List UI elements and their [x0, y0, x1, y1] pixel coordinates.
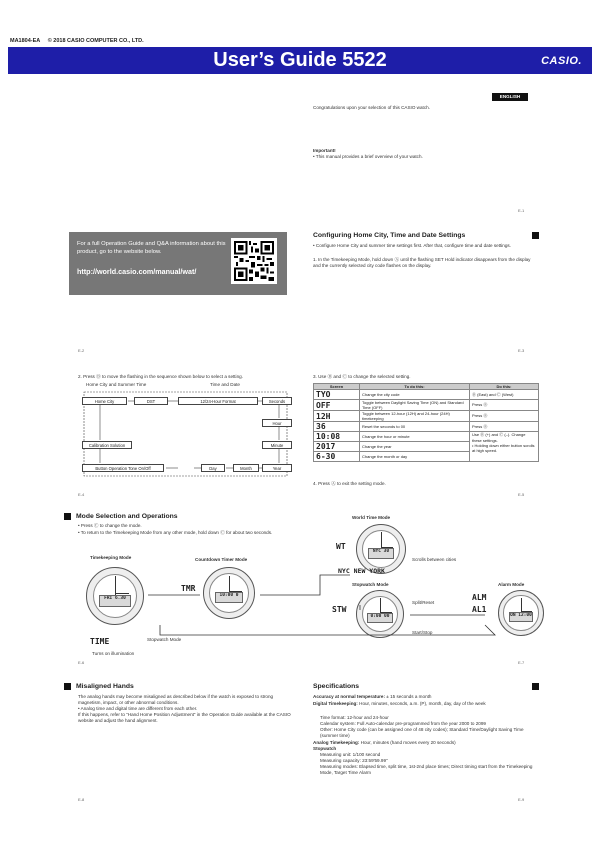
screen-cell: 2017	[314, 442, 360, 452]
table-row	[314, 390, 539, 400]
table-row	[314, 400, 539, 411]
flow-month: Month	[233, 464, 259, 472]
modes-bullet1: • Press Ⓒ to change the mode.	[78, 523, 142, 528]
label-alarm: Alarm Mode	[498, 582, 525, 587]
step2-text: 2. Press Ⓓ to move the flashing in the sequence shown below to select a setting.	[78, 374, 243, 379]
flow-calibration: Calibration Solution	[82, 441, 132, 449]
action-cell: Change the hour or minute	[360, 432, 470, 442]
page-number: E-5	[518, 492, 525, 497]
do-cell: Press Ⓑ	[470, 422, 539, 432]
watch-timekeeping	[86, 567, 144, 625]
lcd-alarm-val: ON 12:00	[509, 612, 534, 622]
page-number: E-3	[518, 348, 525, 353]
doc-code: MA1804-EA	[10, 38, 41, 44]
stopwatch-note: Stopwatch Mode	[147, 637, 182, 642]
do-text: Use Ⓑ (+) and Ⓒ (–). Change these settings.	[472, 432, 526, 443]
specs-heading: Specifications	[313, 683, 360, 690]
brand-logo: CASIO.	[541, 55, 582, 67]
lcd-nyc: NYC 30	[368, 548, 395, 559]
lcd-nyc-ny: NYC NEW YORK	[338, 567, 385, 575]
section-marker	[532, 683, 539, 690]
spec-stopwatch: Stopwatch	[313, 746, 337, 751]
screen-cell: 10:08	[314, 432, 360, 442]
action-cell: Reset the seconds to 00	[360, 422, 470, 432]
screen-cell: TYO	[314, 390, 360, 400]
title-banner	[8, 47, 592, 74]
lcd-al1: AL1	[472, 605, 487, 614]
misaligned-heading: Misaligned Hands	[76, 683, 134, 690]
screen-cell: 6-30	[314, 452, 360, 462]
spec-other: Other: Home City code (can be assigned one of 48 city codes); Standard Time/Daylight Saving Time (summer time)	[320, 727, 524, 738]
lcd-time: FRI 6.30	[99, 595, 130, 607]
misaligned-text2: • Analog time and digital time are different from each other.	[78, 706, 198, 711]
do-cell	[470, 432, 539, 462]
page-number: E-8	[78, 797, 85, 802]
congrats-text: Congratulations upon your selection of this CASIO watch.	[313, 105, 430, 110]
col-action: To do this:	[360, 384, 470, 390]
lcd-alm: ALM	[472, 593, 487, 602]
action-cell: Toggle between Daylight Saving Time (ON) and Standard Time (OFF)	[360, 400, 470, 411]
split-reset: Split/Reset	[412, 600, 435, 605]
flow-dst: DST	[134, 397, 168, 405]
page-number: E-6	[78, 660, 85, 665]
table-row	[314, 422, 539, 432]
spec-accuracy: Accuracy at normal temperature: ± 15 seconds a month	[313, 694, 432, 699]
flow-button-sound: Button Operation Tone On/Off	[82, 464, 164, 472]
screen-cell: OFF	[314, 400, 360, 411]
copyright: © 2018 CASIO COMPUTER CO., LTD.	[47, 38, 144, 44]
flow-day: Day	[201, 464, 225, 472]
lcd-time2: TIME	[90, 637, 110, 646]
section-marker	[532, 232, 539, 239]
flow-home-city: Home City	[82, 397, 127, 405]
settings-table	[313, 383, 539, 462]
important-heading: Important!	[313, 148, 336, 153]
table-row	[314, 432, 539, 442]
spec-modes: Measuring modes: Elapsed time, split time, 1st-2nd place times; Direct timing start from the Timekeeping Mode, Target Time Alarm	[320, 764, 533, 775]
page-title: User’s Guide 5522	[213, 49, 387, 71]
do-cell: Ⓑ (East) and Ⓒ (West)	[470, 390, 539, 400]
label-stopwatch: Stopwatch Mode	[352, 582, 389, 587]
spec-digital: Digital Timekeeping: Hour, minutes, seconds, a.m. (P), month, day, day of the week	[313, 701, 486, 706]
manual-url[interactable]: http://world.casio.com/manual/wat/	[77, 267, 197, 276]
misaligned-text1: The analog hands may become misaligned as described below if the watch is exposed to strong magnetism, impact, or other abnormal conditions.	[78, 694, 274, 705]
flow-hour: Hour	[262, 419, 292, 427]
step4-text: 4. Press Ⓐ to exit the setting mode.	[313, 481, 386, 486]
do-cell: Press Ⓑ	[470, 411, 539, 422]
language-badge: ENGLISH	[492, 93, 528, 101]
screen-cell: 12H	[314, 411, 360, 422]
section-marker	[64, 513, 71, 520]
lcd-stw-val: 0:00 00	[367, 613, 393, 623]
label-time-date: Time and Date	[210, 382, 240, 387]
info-text: For a full Operation Guide and Q&A information about this product, go to the website below.	[77, 241, 226, 255]
table-row	[314, 411, 539, 422]
label-timekeeping: Timekeeping Mode	[90, 555, 132, 560]
flow-hour-format: 12/24-Hour Format	[178, 397, 258, 405]
time-note: Turns on illumination	[92, 651, 135, 656]
action-cell: Toggle between 12-hour (12H) and 24-hour (24H) timekeeping	[360, 411, 470, 422]
config-bullet: • Configure Home City and summer time settings first. After that, configure time and date settings.	[313, 243, 511, 248]
modes-heading: Mode Selection and Operations	[76, 513, 178, 520]
config-heading: Configuring Home City, Time and Date Settings	[313, 232, 466, 239]
lcd-wt: WT	[336, 542, 346, 551]
spec-capacity: Measuring capacity: 23:59'59.99"	[320, 758, 388, 763]
col-screen: Screen	[314, 384, 360, 390]
lcd-tmr-val: 10:00 0	[215, 592, 243, 603]
hold-note: • Holding down either button scrolls at high speed.	[472, 443, 535, 453]
spec-calendar: Calendar system: Full Auto-calendar pre-programmed from the year 2000 to 2099	[320, 721, 486, 726]
page-number: E-7	[518, 660, 525, 665]
flow-seconds: Seconds	[262, 397, 292, 405]
spec-time-format: Time format: 12-hour and 24-hour	[320, 715, 389, 720]
col-do: Do this:	[470, 384, 539, 390]
action-cell: Change the month or day	[360, 452, 470, 462]
mode-arrows	[140, 570, 540, 650]
page-number: E-4	[78, 492, 85, 497]
action-cell: Change the year	[360, 442, 470, 452]
header-line	[10, 38, 144, 45]
page-number: E-2	[78, 348, 85, 353]
do-cell: Press Ⓑ	[470, 400, 539, 411]
misaligned-text3: If this happens, refer to “Hand Home Position Adjustment” in the Operation Guide available at the CASIO website and adjust the hand alignment.	[78, 712, 291, 723]
page-number: E-1	[518, 208, 525, 213]
modes-bullet2: • To return to the Timekeeping Mode from any other mode, hold down Ⓒ for about two seconds.	[78, 530, 273, 535]
lcd-tmr: TMR	[181, 584, 196, 593]
section-marker	[64, 683, 71, 690]
start-stop: Start/Stop	[412, 630, 433, 635]
lcd-stw: STW	[332, 605, 347, 614]
flow-minute: Minute	[262, 441, 292, 449]
spec-analog: Analog Timekeeping: Hour, minutes (hand moves every 20 seconds)	[313, 740, 456, 745]
qr-code[interactable]	[231, 238, 277, 284]
config-step1: 1. In the Timekeeping Mode, hold down Ⓐ until the flashing SET Hold indicator disappears from the display and the currently selected city code flashes on the display.	[313, 257, 531, 268]
step3-text: 3. Use Ⓑ and Ⓒ to change the selected setting.	[313, 374, 411, 379]
label-countdown: Countdown Timer Mode	[195, 557, 248, 562]
scroll-note: Scrolls between cities	[412, 557, 457, 562]
flow-year: Year	[262, 464, 292, 472]
important-text: • This manual provides a brief overview of your watch.	[313, 154, 423, 159]
info-box	[69, 232, 287, 295]
screen-cell: 36	[314, 422, 360, 432]
action-cell: Change the city code	[360, 390, 470, 400]
label-world-time: World Time Mode	[352, 515, 391, 520]
label-home-city: Home City and Summer Time	[86, 382, 147, 387]
spec-unit: Measuring unit: 1/100 second	[320, 752, 381, 757]
page-number: E-9	[518, 797, 525, 802]
